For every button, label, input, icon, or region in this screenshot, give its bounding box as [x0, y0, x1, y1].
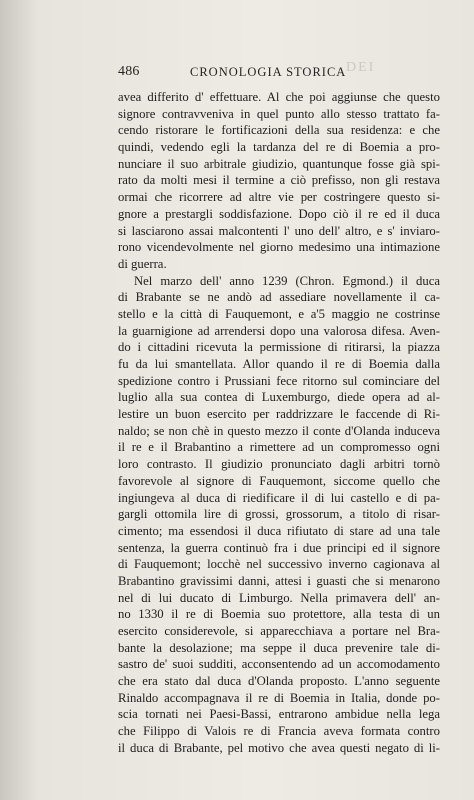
text-line: spedizione contro i Prussiani fece ritorno sul cominciare del	[118, 373, 440, 388]
text-line: luglio alla sua contea di Luxemburgo, diede opera ad al-	[118, 390, 440, 405]
text-line: scia tornati nei Paesi-Bassi, entrarono ambidue nella lega	[118, 707, 440, 722]
text-line: naldo; se non chè in questo mezzo il conte d'Olanda induceva	[118, 423, 440, 438]
text-line: nunciare il suo arbitrale giudizio, quantunque fosse già spi-	[118, 156, 440, 171]
text-line: il re e il Brabantino a rimettere ad un compromesso ogni	[118, 440, 440, 455]
text-line: nel di lui ducato di Limburgo. Nella primavera dell' an-	[118, 590, 440, 605]
text-line: Nel marzo dell' anno 1239 (Chron. Egmond.) il duca	[134, 273, 440, 288]
text-line: cendo ristorare le fortificazioni della sua residenza: e che	[118, 123, 440, 138]
text-line: lestire un buon esercito per raddrizzare le faccende di Ri-	[118, 407, 440, 422]
text-line: fu da lui smantellata. Allor quando il re di Boemia dalla	[118, 357, 440, 371]
text-line: gargli ottomila lire di grossi, grossorum, a titolo di risar-	[118, 507, 440, 522]
text-line: di Fauquemont; locchè nel successivo inverno cagionava al	[118, 557, 440, 572]
text-line: ingiungeva al duca di riedificare il di lui castello e di pa-	[118, 490, 440, 505]
page-number: 486	[118, 64, 140, 79]
text-line: rato da molti mesi il termine a ciò prefisso, non gli restava	[118, 173, 440, 188]
text-line: Brabantino gravissimi danni, attesi i guasti che si menarono	[118, 573, 440, 588]
text-line: che era stato dal duca d'Olanda proposto. L'anno seguente	[118, 674, 440, 689]
text-line: di Brabante se ne andò ad assediare novellamente il ca-	[118, 290, 440, 305]
text-line: signore contravveniva in quel punto allo stesso trattato fa-	[118, 106, 440, 121]
text-line: che Filippo di Valois re di Francia aveva formata contro	[118, 724, 440, 739]
text-line: bante la desolazione; ma seppe il duca prevenire tale di-	[118, 640, 440, 655]
text-line: sastro de' suoi sudditi, acconsentendo ad un accomodamento	[118, 657, 440, 672]
text-line: rono vicendevolmente nel giorno medesimo una intimazione	[118, 240, 440, 255]
text-line: gnore a prestargli soddisfazione. Dopo ciò il re ed il duca	[118, 206, 440, 221]
text-line: si lasciarono assai malcontenti l' uno dell' altro, e s' inviaro-	[118, 223, 440, 238]
text-line: favorevole al signore di Fauquemont, siccome quello che	[118, 473, 440, 488]
text-line: stello e la città di Fauquemont, e a'5 maggio ne costrinse	[118, 306, 440, 321]
text-line: ormai che ricorrere ad altre vie per costringere questo si-	[118, 190, 440, 205]
page-header	[118, 64, 438, 86]
text-line: di guerra.	[118, 256, 167, 271]
text-line: sentenza, la guerra continuò fra i due principi ed il signore	[118, 540, 440, 555]
text-line: esercito considerevole, si apparecchiava a portare nel Bra-	[118, 624, 440, 638]
text-line: Rinaldo accompagnava il re di Boemia in Italia, donde po-	[118, 690, 440, 705]
text-line: no 1330 il re di Boemia suo protettore, alla testa di un	[118, 607, 440, 622]
text-line: quindi, vedendo egli la tardanza del re di Boemia a pro-	[118, 140, 440, 155]
running-head: CRONOLOGIA STORICA	[190, 65, 347, 79]
text-line: do i cittadini ricevuta la permissione di ritirarsi, la piazza	[118, 340, 440, 355]
text-line: loro contrasto. Il giudizio pronunciato dagli arbitri tornò	[118, 457, 440, 472]
text-line: il duca di Brabante, pel motivo che avea questi negato di li-	[118, 740, 440, 755]
body-text	[118, 89, 440, 757]
text-line: cimento; ma essendosi il duca rifiutato di stare ad una tale	[118, 523, 440, 538]
text-line: avea differito d' effettuare. Al che poi aggiunse che questo	[118, 90, 440, 104]
text-line: la guarnigione ad arrendersi dopo una valorosa difesa. Aven-	[118, 323, 440, 338]
show-through-text: DEI	[346, 60, 376, 75]
